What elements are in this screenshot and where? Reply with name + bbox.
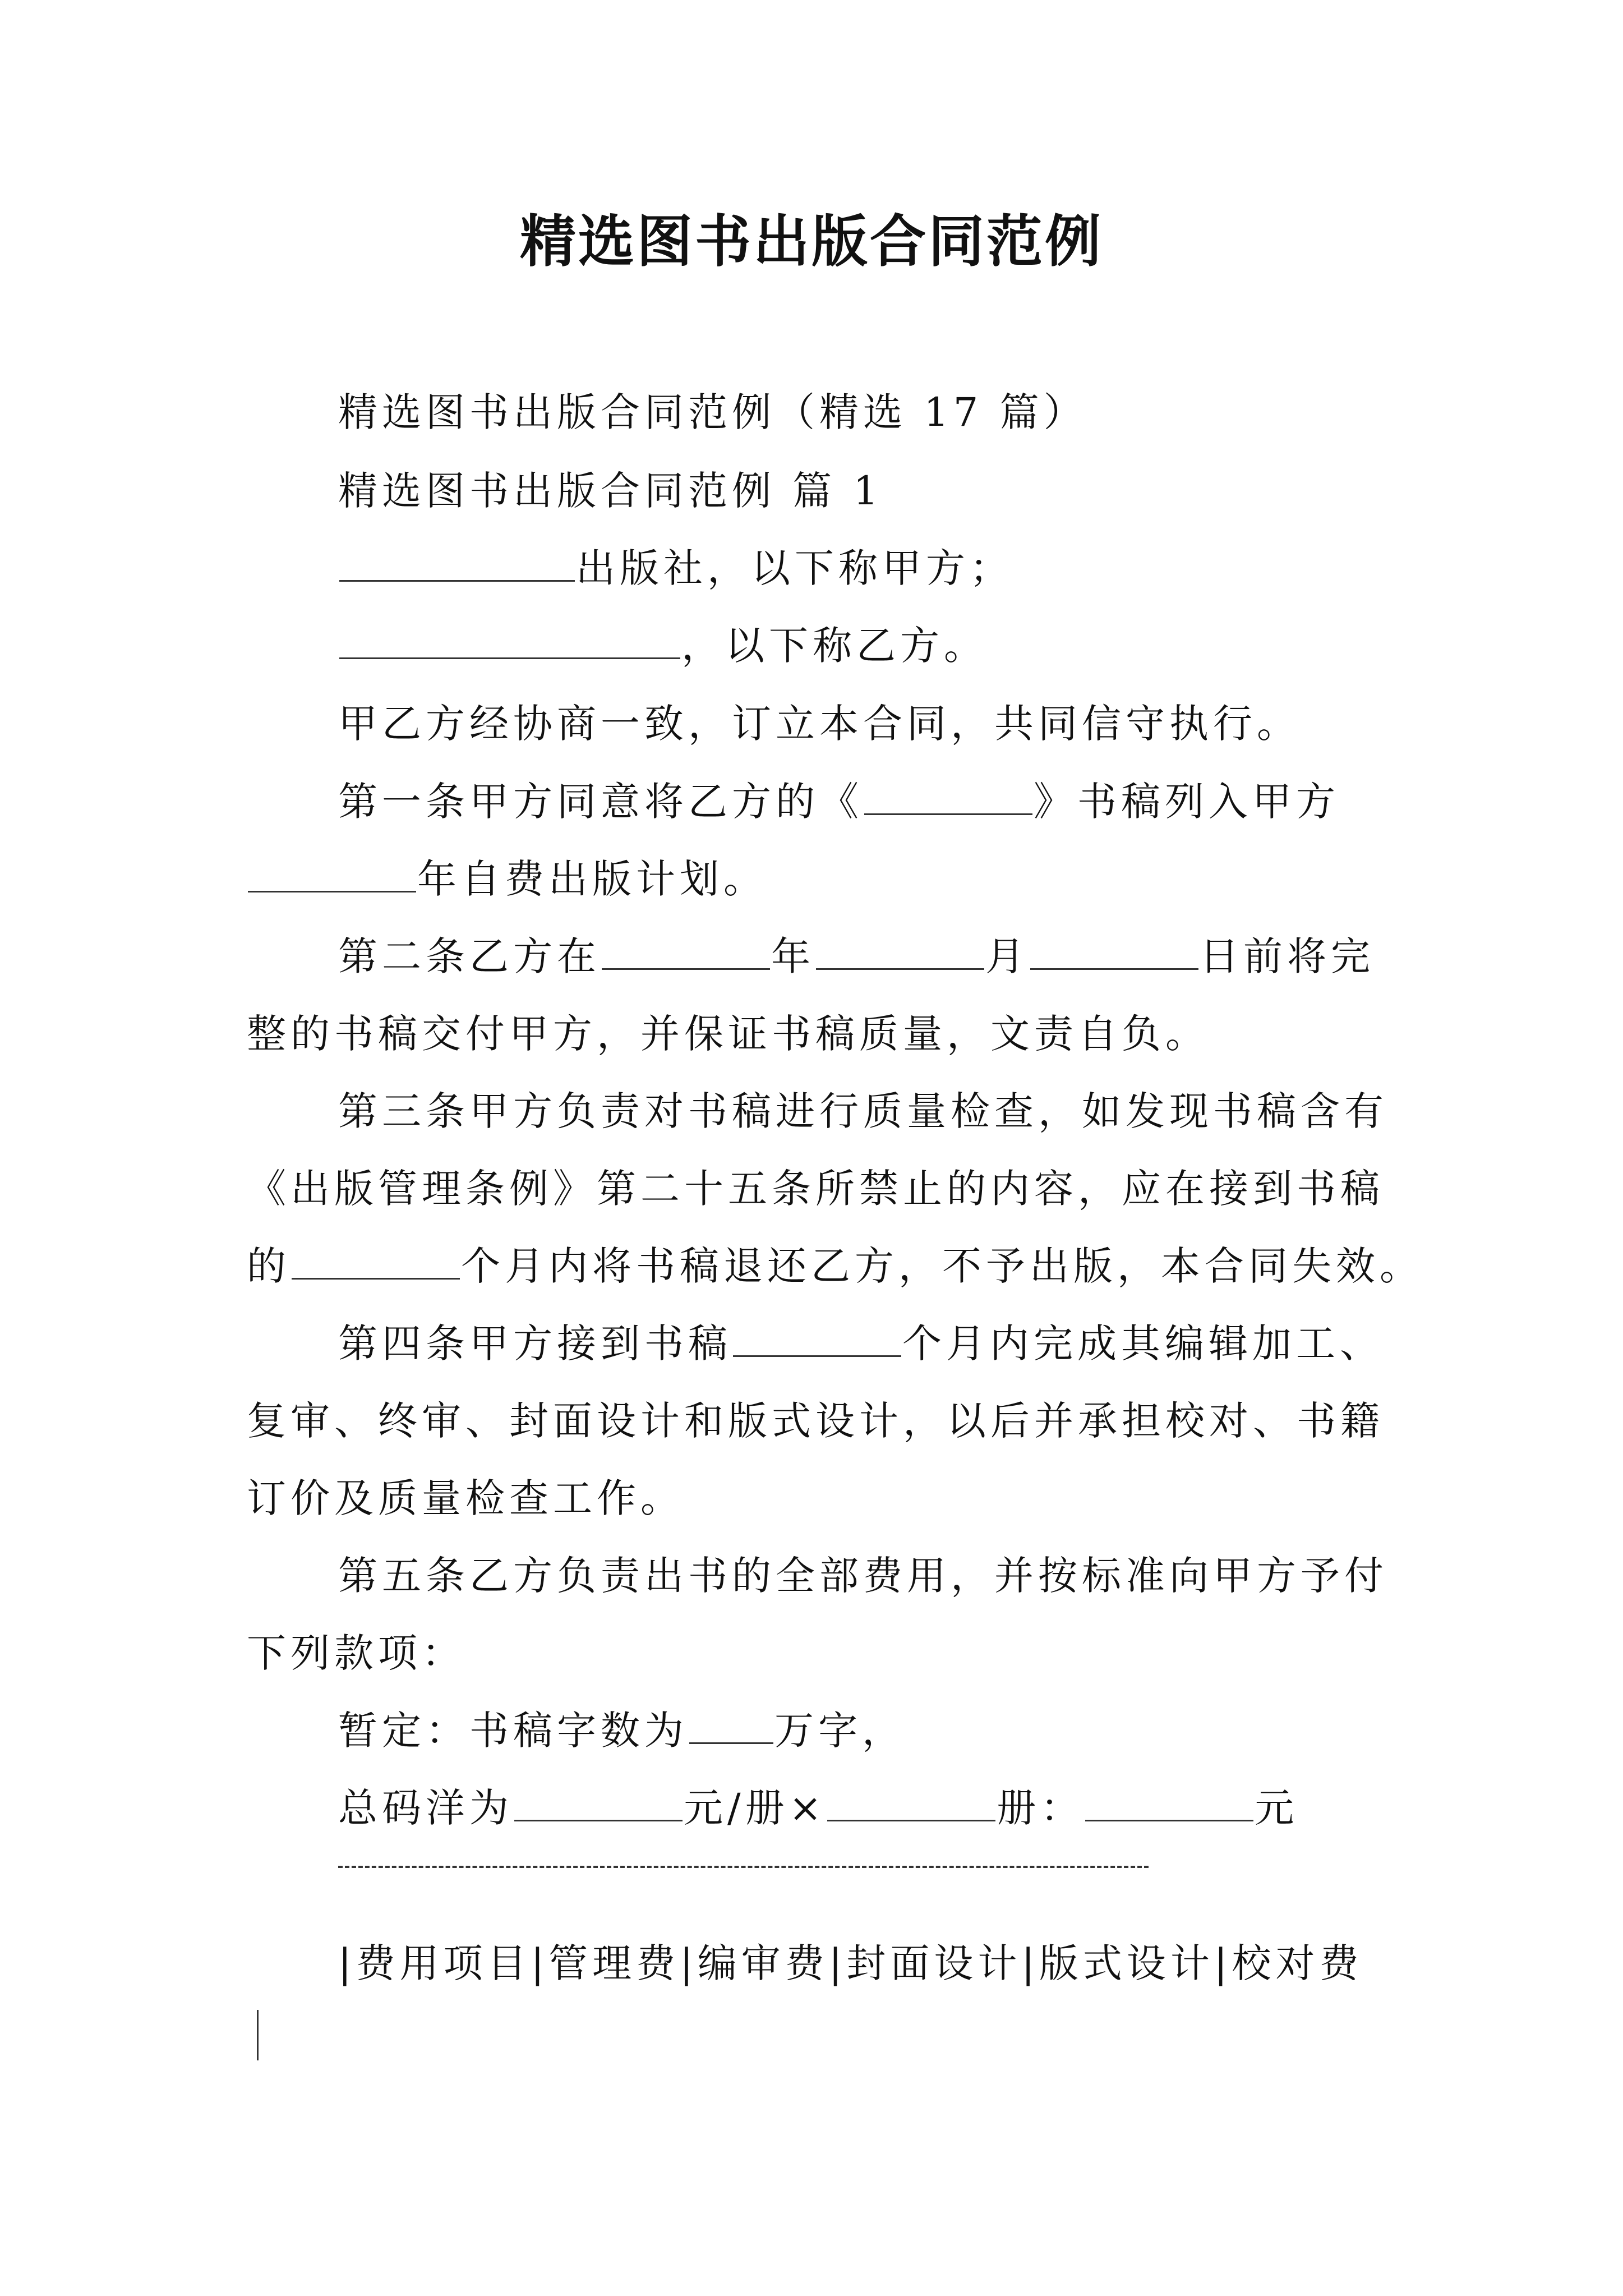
blank-field <box>248 854 416 892</box>
total-price-text-b: 元/册× <box>684 1785 827 1831</box>
blank-field <box>339 543 575 582</box>
party-a-text: 出版社，以下称甲方； <box>576 545 1013 591</box>
blank-field <box>733 1318 901 1357</box>
paragraph-total-price <box>338 1783 1298 1833</box>
paragraph-agreement: 甲乙方经协商一致，订立本合同，共同信守执行。 <box>338 701 1301 747</box>
word-count-text-a: 暂定：书稿字数为 <box>338 1708 688 1754</box>
paragraph-article-5: 第五条乙方负责出书的全部费用，并按标准向甲方予付 <box>338 1553 1388 1599</box>
article-2-text-a: 第二条乙方在 <box>338 933 601 979</box>
party-b-text: ，以下称乙方。 <box>681 623 988 669</box>
blank-field <box>1085 1783 1253 1821</box>
article-3-text-a: 的 <box>247 1243 291 1289</box>
paragraph-article-2 <box>338 931 1375 982</box>
paragraph-word-count <box>338 1705 906 1756</box>
total-price-text-d: 元 <box>1255 1785 1299 1831</box>
paragraph-party-a <box>338 543 1013 593</box>
article-1-text-c: 年自费出版计划。 <box>417 856 767 902</box>
article-2-text-c: 月 <box>985 933 1029 979</box>
paragraph-article-4-cont: 复审、终审、封面设计和版式设计，以后并承担校对、书籍 <box>247 1398 1384 1444</box>
paragraph-article-5-cont: 下列款项： <box>247 1630 465 1676</box>
article-1-text-a: 第一条甲方同意将乙方的《 <box>338 779 863 825</box>
blank-field <box>816 931 984 970</box>
blank-field <box>827 1783 995 1821</box>
blank-field <box>292 1241 460 1280</box>
table-border-fragment <box>257 2010 259 2060</box>
paragraph-party-b <box>338 620 988 671</box>
paragraph-article-3-cont-2 <box>247 1241 1423 1291</box>
paragraph-article-4-cont-2: 订价及质量检查工作。 <box>247 1475 684 1521</box>
paragraph-article-3: 第三条甲方负责对书稿进行质量检查，如发现书稿含有 <box>338 1088 1388 1134</box>
paragraph-article-1 <box>338 776 1340 827</box>
blank-field <box>602 931 770 970</box>
article-3-text-b: 个月内将书稿退还乙方，不予出版，本合同失效。 <box>461 1243 1423 1289</box>
paragraph-section-heading: 精选图书出版合同范例 篇 1 <box>338 468 883 514</box>
blank-field <box>514 1783 683 1821</box>
blank-field <box>339 620 680 659</box>
article-4-text-b: 个月内完成其编辑加工、 <box>902 1320 1384 1366</box>
word-count-text-b: 万字， <box>774 1708 906 1754</box>
blank-field <box>1030 931 1198 970</box>
total-price-text-a: 总码洋为 <box>338 1785 513 1831</box>
paragraph-article-3-cont: 《出版管理条例》第二十五条所禁止的内容，应在接到书稿 <box>247 1166 1384 1212</box>
paragraph-subtitle: 精选图书出版合同范例（精选 17 篇） <box>338 389 1087 435</box>
paragraph-article-1-cont <box>247 854 767 904</box>
dashed-separator <box>338 1866 1149 1868</box>
article-2-text-d: 日前将完 <box>1200 933 1375 979</box>
blank-field <box>689 1705 773 1744</box>
paragraph-article-2-cont: 整的书稿交付甲方，并保证书稿质量，文责自负。 <box>247 1011 1209 1057</box>
document-title: 精选图书出版合同范例 <box>520 208 1103 274</box>
article-1-text-b: 》书稿列入甲方 <box>1034 779 1340 825</box>
paragraph-article-4 <box>338 1318 1384 1369</box>
fee-table-header: |费用项目|管理费|编审费|封面设计|版式设计|校对费 <box>338 1940 1363 1986</box>
total-price-text-c: 册： <box>997 1785 1085 1831</box>
blank-field <box>864 776 1032 815</box>
article-4-text-a: 第四条甲方接到书稿 <box>338 1320 732 1366</box>
article-2-text-b: 年 <box>771 933 815 979</box>
